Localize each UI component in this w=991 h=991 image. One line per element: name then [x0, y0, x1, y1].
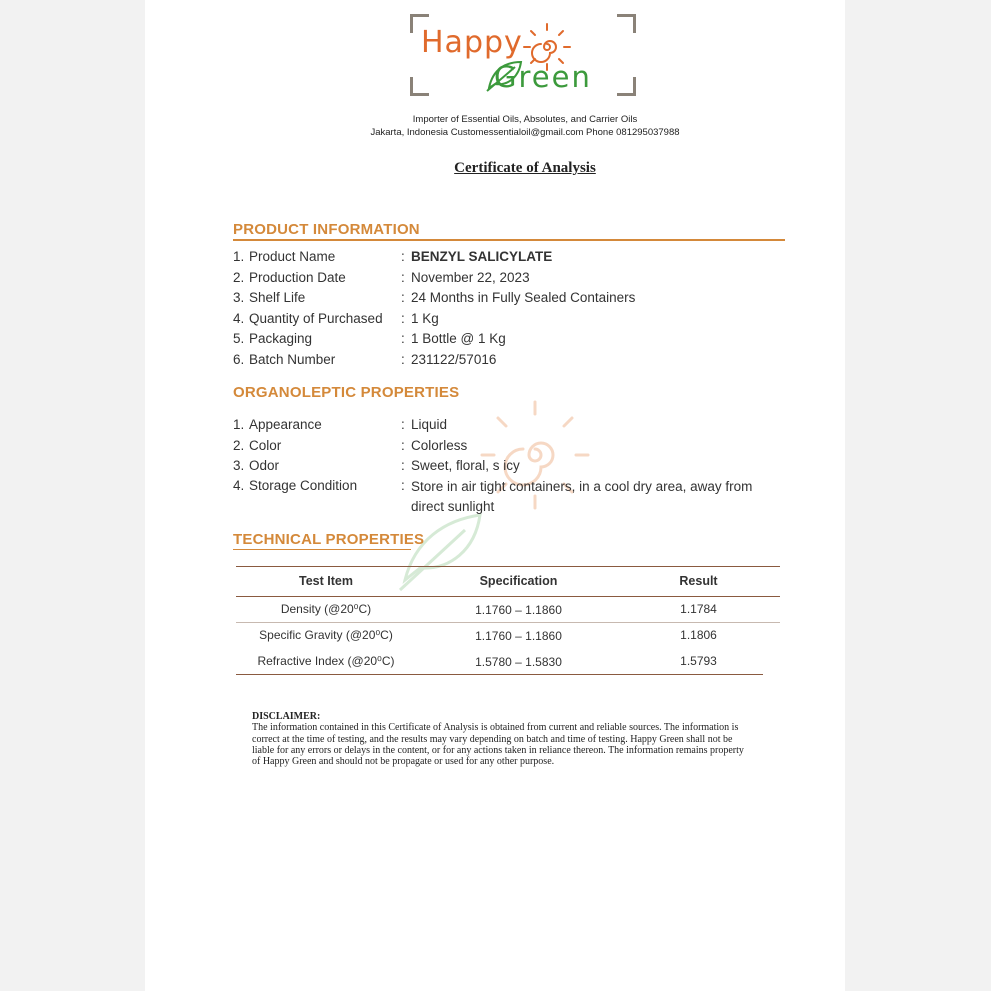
table-cell: 1.1760 – 1.1860	[475, 603, 562, 617]
row-number: 6.	[233, 352, 245, 367]
row-number: 1.	[233, 417, 245, 432]
row-number: 2.	[233, 270, 245, 285]
row-label: Shelf Life	[249, 290, 306, 305]
logo-frame-corner	[617, 77, 636, 96]
logo-text-happy: Happy	[421, 25, 523, 60]
row-number: 3.	[233, 290, 245, 305]
row-separator: :	[401, 290, 405, 305]
row-value: 231122/57016	[411, 352, 497, 367]
section-underline	[233, 549, 411, 550]
logo-text-green: Green	[494, 60, 592, 94]
table-bottom-rule	[236, 674, 763, 675]
row-label: Product Name	[249, 249, 336, 264]
row-value: Sweet, floral, s icy	[411, 458, 520, 473]
table-header-rule	[236, 596, 780, 597]
row-number: 4.	[233, 478, 245, 493]
table-cell: Density (@20⁰C)	[280, 602, 372, 616]
row-label: Production Date	[249, 270, 346, 285]
row-value: 24 Months in Fully Sealed Containers	[411, 290, 636, 305]
disclaimer-text: The information contained in this Certificate of Analysis is obtained from current and reliable sources. The information is correct at the time of testing, and the results may vary depending on batch and time of testing. Happy Green shall not be liable for any errors or delays in the content, or for any actions taken in reliance thereon. The information remains property of Happy Green and should not be propagate or used for any other purpose.	[252, 722, 744, 768]
row-label: Storage Condition	[249, 478, 358, 493]
row-label: Color	[249, 438, 282, 453]
row-label: Appearance	[249, 417, 322, 432]
table-top-rule	[236, 566, 780, 567]
row-separator: :	[401, 311, 405, 326]
row-value: 1 Bottle @ 1 Kg	[411, 331, 506, 346]
row-label: Odor	[249, 458, 280, 473]
table-cell: 1.5780 – 1.5830	[475, 655, 562, 669]
row-separator: :	[401, 352, 405, 367]
document-title: Certificate of Analysis	[454, 160, 596, 176]
row-separator: :	[401, 438, 405, 453]
row-value: BENZYL SALICYLATE	[411, 249, 553, 264]
table-cell: 1.5793	[680, 654, 717, 668]
row-separator: :	[401, 458, 405, 473]
row-separator: :	[401, 270, 405, 285]
section-heading-organoleptic-properties: ORGANOLEPTIC PROPERTIES	[233, 384, 460, 401]
row-number: 4.	[233, 311, 245, 326]
company-tagline: Importer of Essential Oils, Absolutes, and Carrier Oils	[412, 114, 638, 125]
row-number: 1.	[233, 249, 245, 264]
table-header-cell: Test Item	[299, 574, 353, 588]
table-cell: 1.1760 – 1.1860	[475, 629, 562, 643]
logo-frame-corner	[410, 77, 429, 96]
section-heading-technical-properties: TECHNICAL PROPERTIES	[233, 531, 425, 548]
table-header-cell: Result	[679, 574, 718, 588]
row-value: 1 Kg	[411, 311, 439, 326]
table-cell: 1.1784	[680, 602, 717, 616]
row-value: Colorless	[411, 438, 468, 453]
table-cell: Refractive Index (@20⁰C)	[257, 654, 395, 668]
table-cell: Specific Gravity (@20⁰C)	[259, 628, 393, 642]
row-label: Quantity of Purchased	[249, 311, 383, 326]
disclaimer-title: DISCLAIMER:	[252, 711, 321, 722]
row-number: 3.	[233, 458, 245, 473]
section-heading-product-information: PRODUCT INFORMATION	[233, 221, 420, 238]
disclaimer	[252, 711, 747, 767]
row-value: Store in air tight containers, in a cool dry area, away from direct sunlight	[411, 479, 753, 514]
row-value: November 22, 2023	[411, 270, 530, 285]
table-header-cell: Specification	[479, 574, 558, 588]
row-label: Batch Number	[249, 352, 336, 367]
logo-frame-corner	[617, 14, 636, 33]
row-separator: :	[401, 417, 405, 432]
section-divider	[233, 239, 785, 241]
document-page	[145, 0, 845, 991]
row-number: 5.	[233, 331, 245, 346]
table-row-rule	[236, 622, 780, 623]
row-separator: :	[401, 331, 405, 346]
row-value: Liquid	[411, 417, 448, 432]
row-number: 2.	[233, 438, 245, 453]
table-cell: 1.1806	[680, 628, 717, 642]
row-label: Packaging	[249, 331, 313, 346]
row-separator: :	[401, 478, 405, 493]
company-logo	[410, 14, 636, 96]
company-contact: Jakarta, Indonesia Customessentialoil@gmail.com Phone 081295037988	[370, 127, 680, 138]
row-separator: :	[401, 249, 405, 264]
